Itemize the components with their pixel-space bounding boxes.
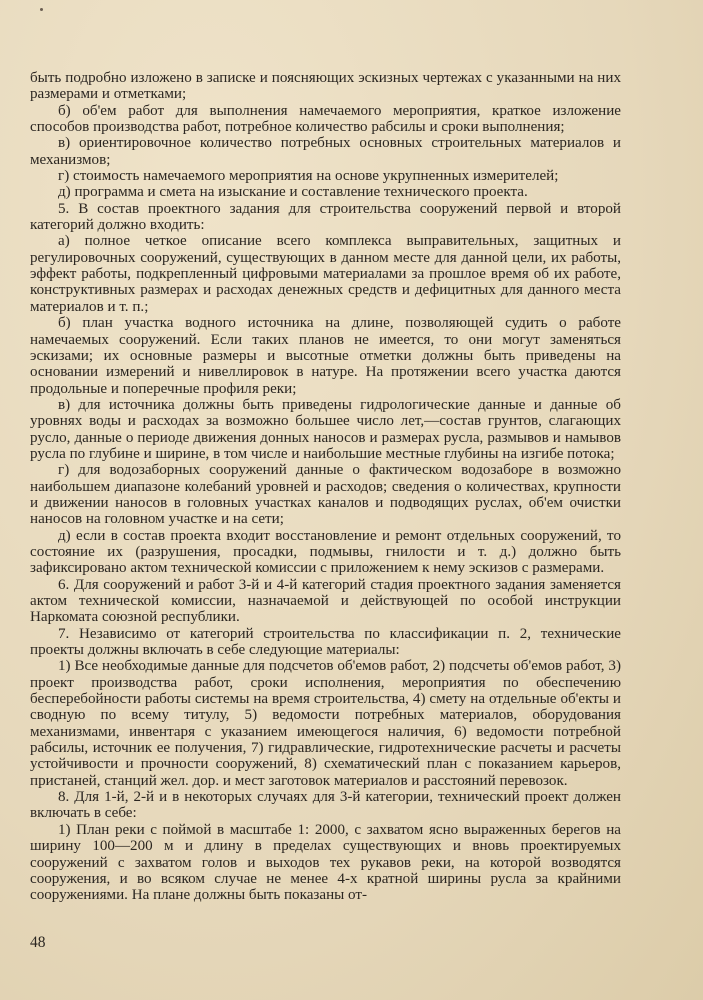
paragraph-7-list: 1) Все необходимые данные для подсчетов об'емов работ, 2) подсчеты об'емов работ, 3) проект производства работ, сроки исполнения, мероприятия по обеспечению бесперебойности работы системы на время строительства, 4) смету на отдельные об'екты и сводную по всему титулу, 5) ведомости потребных материалов, оборудования механизмами, инвентаря с указанием имеющегося наличия, 6) ведомости потребной рабсилы, источник ее получения, 7) гидравлические, гидротехнические расчеты и расчеты устойчивости и прочности сооружений, 8) схематический план с показанием карьеров, пристаней, станций жел. дор. и мест заготовок материалов и расстояний перевозок. [30,658,621,789]
paragraph-6: 6. Для сооружений и работ 3-й и 4-й категорий стадия проектного задания заменяется актом технической комиссии, назначаемой и действующей по особой инструкции Наркомата союзной республики. [30,576,621,626]
paragraph-5d: д) если в состав проекта входит восстановление и ремонт отдельных сооружений, то состояние их (разрушения, просадки, подмывы, гнилости и т. д.) должно быть зафиксировано актом технической комиссии с приложением к нему эскизов с размерами. [30,527,621,577]
paragraph-8: 8. Для 1-й, 2-й и в некоторых случаях для 3-й категории, технический проект должен включать в себе: [30,789,621,822]
page-number: 48 [30,934,46,951]
paragraph-5b: б) план участка водного источника на длине, позволяющей судить о работе намечаемых сооружений. Если таких планов не имеется, то они могут заменяться эскизами; их основные размеры и высотные отметки должны быть приведены на основании измерений и нивеллировок в натуре. На протяжении всего участка даются продольные и поперечные профиля реки; [30,315,621,397]
paragraph-5v: в) для источника должны быть приведены гидрологические данные и данные об уровнях воды и расходах за возможно большее число лет,—состав грунтов, слагающих русло, данные о периоде движения донных наносов и размерах русла, размывов и намывов русла по глубине и ширине, в том числе и наибольшие местные глубины на изгибе потока; [30,396,621,462]
paragraph-7: 7. Независимо от категорий строительства по классификации п. 2, технические проекты должны включать в себе следующие материалы: [30,625,621,659]
paragraph-continuation: быть подробно изложено в записке и поясняющих эскизных чертежах с указанными на них размерами и отметками; [30,70,621,103]
paragraph-v-materials: в) ориентировочное количество потребных основных строительных материалов и механизмов; [30,135,621,168]
paragraph-g-cost: г) стоимость намечаемого мероприятия на основе укрупненных измерителей; [58,168,559,185]
paragraph-d-program: д) программа и смета на изыскание и составление технического проекта. [58,184,528,201]
paragraph-5: 5. В состав проектного задания для строительства сооружений первой и второй категорий должно входить: [30,200,621,234]
body-text [30,70,621,904]
paragraph-5a: а) полное четкое описание всего комплекса выправительных, защитных и регулировочных сооружений, существующих в данном месте для данной цели, их работы, эффект работы, подкрепленный цифровыми материалами за прошлое время об их работе, конструктивных размерах и расходах денежных средств и дефицитных для данного места материалов и т. п.; [30,233,621,315]
paragraph-8-1: 1) План реки с поймой в масштабе 1: 2000, с захватом ясно выраженных берегов на ширину 100—200 м и длину в пределах существующих и вновь проектируемых сооружений с захватом голов и выходов тех рукавов реки, на которой возводятся сооружения, и во всяком случае не менее 4-х кратной ширины русла за крайними сооружениями. На плане должны быть показаны от- [30,821,621,904]
paragraph-5g: г) для водозаборных сооружений данные о фактическом водозаборе в возможно наибольшем диапазоне колебаний уровней и расходов; сведения о количествах, крупности и движении наносов в головных участках каналов и подводящих руслах, об'ем очистки наносов на головном участке и на сети; [30,462,621,528]
paper-speck [40,8,43,11]
paragraph-b-volume: б) об'ем работ для выполнения намечаемого мероприятия, краткое изложение способов производства работ, потребное количество рабсилы и сроки выполнения; [30,102,621,136]
